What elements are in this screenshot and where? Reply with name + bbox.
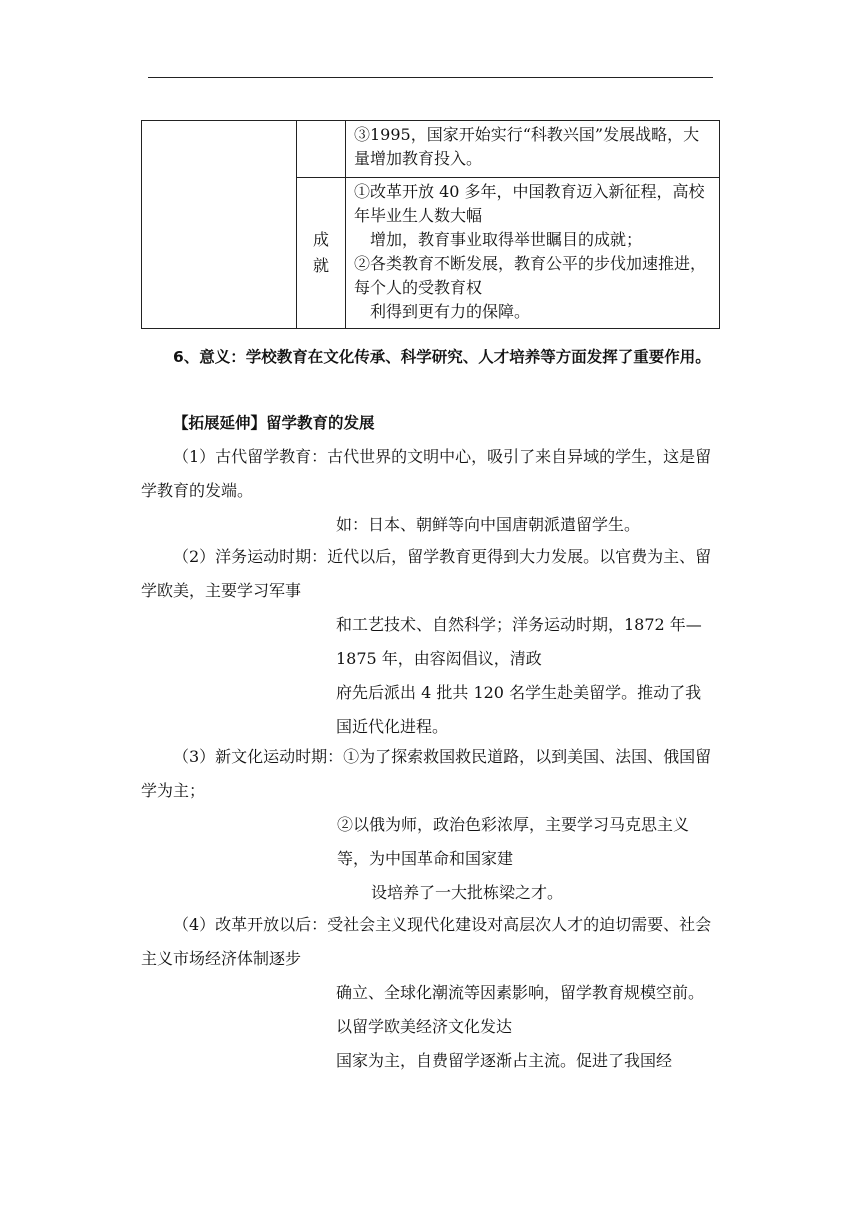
item-3-line3: 设培养了一大批栋梁之才。 xyxy=(371,883,564,902)
item-1-line2: 如：日本、朝鲜等向中国唐朝派遣留学生。 xyxy=(336,515,641,534)
category-label: 成就 xyxy=(312,230,329,275)
item-2 xyxy=(141,540,716,744)
significance-paragraph: 6、意义：学校教育在文化传承、科学研究、人才培养等方面发挥了重要作用。 xyxy=(173,348,711,366)
item-3-line2: ②以俄为师，政治色彩浓厚，主要学习马克思主义等，为中国革命和国家建 xyxy=(337,815,690,868)
item-3 xyxy=(141,740,716,910)
table-cell-empty xyxy=(297,121,346,178)
item-2-line1: （2）洋务运动时期：近代以后，留学教育更得到大力发展。以官费为主、留学欧美，主要学习军事 xyxy=(141,547,712,600)
item-3-line1: （3）新文化运动时期：①为了探索救国救民道路，以到美国、法国、俄国留学为主； xyxy=(141,747,712,800)
extension-title: 【拓展延伸】留学教育的发展 xyxy=(173,414,375,432)
item-2-line3: 府先后派出 4 批共 120 名学生赴美留学。推动了我国近代化进程。 xyxy=(336,683,702,736)
table-cell-label xyxy=(297,178,346,329)
table-text: 利得到更有力的保障。 xyxy=(354,302,531,321)
item-4-line1: （4）改革开放以后：受社会主义现代化建设对高层次人才的迫切需要、社会主义市场经济体制逐步 xyxy=(141,915,712,968)
item-4 xyxy=(141,908,716,1078)
table-text: ③1995，国家开始实行“科教兴国”发展战略，大量增加教育投入。 xyxy=(354,125,700,168)
education-table xyxy=(141,120,720,329)
item-4-line2: 确立、全球化潮流等因素影响，留学教育规模空前。以留学欧美经济文化发达 xyxy=(336,983,705,1036)
header-rule xyxy=(148,77,713,78)
table-row xyxy=(142,121,720,178)
item-2-line2: 和工艺技术、自然科学；洋务运动时期，1872 年—1875 年，由容闳倡议，清政 xyxy=(336,615,702,668)
table-text: ②各类教育不断发展，教育公平的步伐加速推进，每个人的受教育权 xyxy=(354,254,707,297)
item-4-line3: 国家为主，自费留学逐渐占主流。促进了我国经 xyxy=(336,1051,673,1070)
table-text: ①改革开放 40 多年，中国教育迈入新征程，高校年毕业生人数大幅 xyxy=(354,182,705,225)
table-cell-empty xyxy=(142,121,297,329)
item-1-line1: （1）古代留学教育：古代世界的文明中心，吸引了来自异域的学生，这是留学教育的发端。 xyxy=(141,447,712,500)
table-cell-text xyxy=(346,121,720,178)
item-1 xyxy=(141,440,716,542)
table-text: 增加，教育事业取得举世瞩目的成就； xyxy=(354,230,643,249)
table-cell-text xyxy=(346,178,720,329)
